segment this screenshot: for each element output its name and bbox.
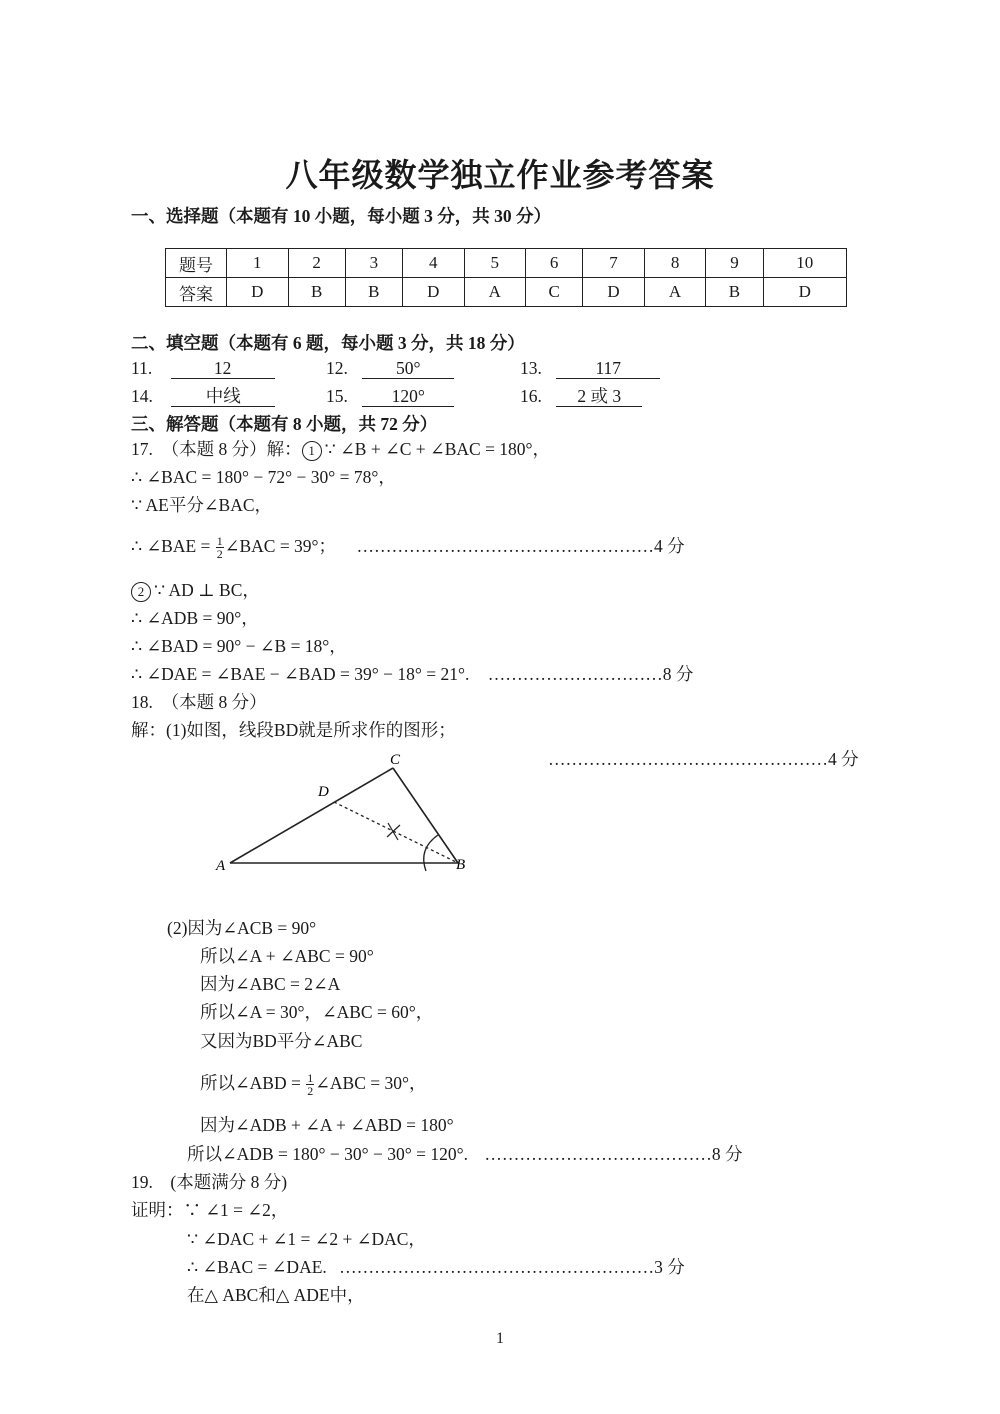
section2-heading: 二、填空题（本题有 6 题，每小题 3 分，共 18 分） [131,333,525,353]
equation: ∴ ∠BAC = ∠DAE. [187,1257,327,1277]
fill-item-12 [326,356,454,380]
fraction-numerator: 1 [307,1071,314,1086]
equation: ∵ AD ⊥ BC， [154,580,260,600]
q19-line-3 [187,1255,685,1279]
fraction [216,535,224,560]
section3-heading: 三、解答题（本题有 8 小题，共 72 分） [131,414,438,434]
fill-answer: 12 [171,358,275,379]
score-marker: …………………………8 分 [487,664,694,684]
table-cell: B [706,278,763,307]
fill-item-11 [131,356,275,380]
q17-line-8 [131,662,693,686]
q17-line-6: ∴ ∠ADB = 90°， [131,608,259,628]
table-cell: B [345,278,402,307]
q19-line-4: 在△ ABC和△ ADE中， [187,1285,365,1305]
circled-number: 1 [302,441,322,461]
table-header-number: 题号 [166,249,227,278]
q18-p3: 因为∠ABC = 2∠A [200,974,341,994]
answer-table [165,248,847,307]
q18-p8 [187,1142,742,1166]
table-cell: D [227,278,289,307]
table-cell: 8 [644,249,706,278]
table-cell: 5 [464,249,526,278]
section1-heading: 一、选择题（本题有 10 小题，每小题 3 分，共 30 分） [131,206,551,226]
equation: ∴ ∠DAE = ∠BAE − ∠BAD = 39° − 18° = 21°. [131,664,470,684]
table-cell: D [763,278,846,307]
fill-answer: 120° [362,386,454,407]
fraction-denominator: 2 [216,547,223,562]
equation: 所以∠ADB = 180° − 30° − 30° = 120°. [187,1144,468,1164]
table-cell: 4 [402,249,464,278]
side-ac [230,768,393,863]
q18-p4: 所以∠A = 30°，∠ABC = 60°， [200,1002,434,1022]
table-cell: 3 [345,249,402,278]
score-marker: ……………………………………………4 分 [356,536,685,556]
q17-line-5 [131,578,260,602]
q17-line-3: ∵ AE平分∠BAC， [131,495,273,515]
fill-item-15 [326,384,454,408]
q18-p5: 又因为BD平分∠ABC [200,1031,363,1051]
table-row-answers [166,278,847,307]
table-cell: D [402,278,464,307]
score-marker: …………………………………8 分 [484,1144,743,1164]
table-cell: A [464,278,526,307]
q18-p1: (2)因为∠ACB = 90° [167,918,317,938]
circled-number: 2 [131,582,151,602]
fill-item-16 [520,384,642,408]
fill-item-13 [520,356,660,380]
fill-number: 11. [131,358,153,378]
label-a: A [216,858,226,874]
table-cell: 7 [583,249,645,278]
equation: 所以∠ABD = [200,1073,301,1093]
q19-line-2: ∵ ∠DAC + ∠1 = ∠2 + ∠DAC， [187,1229,426,1249]
table-row-numbers [166,249,847,278]
fraction [306,1072,314,1097]
table-cell: 10 [763,249,846,278]
score-marker: ………………………………………………3 分 [339,1257,685,1277]
table-cell: 9 [706,249,763,278]
table-cell: B [288,278,345,307]
q18-p7: 因为∠ADB + ∠A + ∠ABD = 180° [200,1115,454,1135]
fill-number: 16. [520,386,542,406]
q19-head: 19. (本题满分 8 分) [131,1172,288,1192]
fill-item-14 [131,384,275,408]
fill-answer: 117 [556,358,660,379]
q18-head: 18. （本题 8 分） [131,692,267,712]
fill-number: 12. [326,358,348,378]
score-marker: …………………………………………4 分 [548,749,859,769]
fraction-denominator: 2 [307,1084,314,1099]
q19-line-1: 证明：∵ ∠1 = ∠2， [131,1200,289,1220]
equation: ∠BAC = 39°； [224,536,337,556]
q18-line-1: 解：(1)如图，线段BD就是所求作的图形； [131,720,456,740]
equation: ∴ ∠BAE = [131,536,211,556]
table-cell: A [644,278,706,307]
fill-answer: 中线 [171,386,275,407]
q17-line-2: ∴ ∠BAC = 180° − 72° − 30° = 78°， [131,467,396,487]
triangle-figure [210,745,490,880]
table-cell: 6 [526,249,583,278]
fill-number: 14. [131,386,153,406]
page-title: 八年级数学独立作业参考答案 [285,157,715,193]
q18-p6 [200,1071,427,1097]
equation: ∵ ∠B + ∠C + ∠BAC = 180°， [324,439,551,459]
q18-p2: 所以∠A + ∠ABC = 90° [200,946,374,966]
segment-bd [334,802,458,863]
fraction-numerator: 1 [216,534,223,549]
table-cell: 1 [227,249,289,278]
equation: ∠ABC = 30°， [315,1073,427,1093]
label-b: B [456,857,466,873]
fill-answer: 2 或 3 [556,386,642,407]
table-cell: D [583,278,645,307]
label-c: C [390,752,401,768]
table-header-answer: 答案 [166,278,227,307]
page-number: 1 [496,1330,504,1347]
fill-number: 13. [520,358,542,378]
q17-head: 17. （本题 8 分）解： [131,439,302,459]
fill-answer: 50° [362,358,454,379]
fill-number: 15. [326,386,348,406]
q17-line-1 [131,437,550,461]
construction-arc [424,835,438,871]
construction-mark [387,823,400,840]
table-cell: C [526,278,583,307]
q17-line-4 [131,534,685,560]
table-cell: 2 [288,249,345,278]
label-d: D [318,784,329,800]
q17-line-7: ∴ ∠BAD = 90° − ∠B = 18°， [131,636,347,656]
